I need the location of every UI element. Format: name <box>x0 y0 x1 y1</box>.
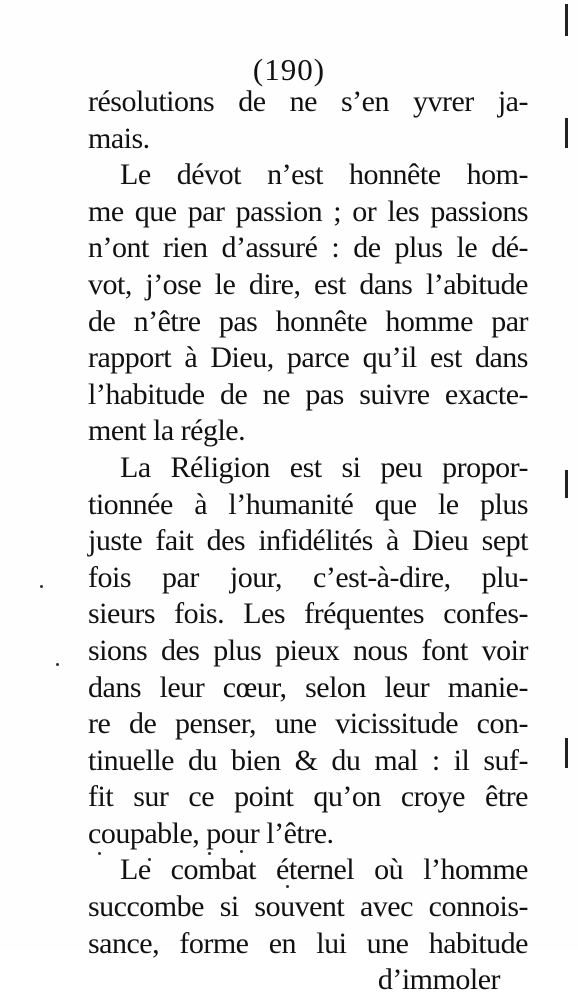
text-line: sieurs fois. Les fréquentes confes- <box>88 597 528 631</box>
text-line: coupable, pour l’être. <box>88 816 334 850</box>
text-line: sions des plus pieux nous font voir <box>88 633 528 667</box>
page-number: (190) <box>252 52 326 87</box>
paragraph-first-line: Le combat éternel où l’homme <box>120 853 528 887</box>
text-line: rapport à Dieu, parce qu’il est dans <box>88 341 528 375</box>
text-line: juste fait des infidélités à Dieu sept <box>88 524 528 558</box>
text-line: de n’être pas honnête homme par <box>88 304 528 338</box>
text-line: re de penser, une vicissitude con- <box>88 707 528 741</box>
text-line: mais. <box>88 121 150 155</box>
text-line: l’habitude de ne pas suivre exacte- <box>88 377 528 411</box>
text-line: fit sur ce point qu’on croye être <box>88 780 528 814</box>
text-line: succombe si souvent avec connois- <box>88 890 528 924</box>
margin-rule <box>565 738 568 768</box>
text-line: me que par passion ; or les passions <box>88 194 528 228</box>
text-line: résolutions de ne s’en yvrer ja- <box>88 85 528 118</box>
text-line: ment la régle. <box>88 414 246 448</box>
text-line: tinuelle du bien & du mal : il suf- <box>88 743 528 777</box>
text-line: dans leur cœur, selon leur manie- <box>88 670 528 704</box>
text-line: tionnée à l’humanité que le plus <box>88 487 528 521</box>
margin-rule <box>565 4 568 36</box>
body-text <box>88 84 528 999</box>
margin-rule <box>565 470 568 498</box>
text-line: fois par jour, c’est-à-dire, plu- <box>88 560 528 594</box>
ink-speck <box>56 663 59 666</box>
margin-rule <box>565 118 568 148</box>
ink-speck <box>40 585 43 588</box>
paragraph-first-line: La Réligion est si peu propor- <box>120 450 528 484</box>
paragraph-first-line: Le dévot n’est honnête hom- <box>120 158 528 192</box>
text-line: n’ont rien d’assuré : de plus le dé- <box>88 231 528 265</box>
text-line: vot, j’ose le dire, est dans l’abitude <box>88 267 528 301</box>
text-line: sance, forme en lui une habitude <box>88 926 528 960</box>
catchword: d’immoler <box>377 963 500 997</box>
